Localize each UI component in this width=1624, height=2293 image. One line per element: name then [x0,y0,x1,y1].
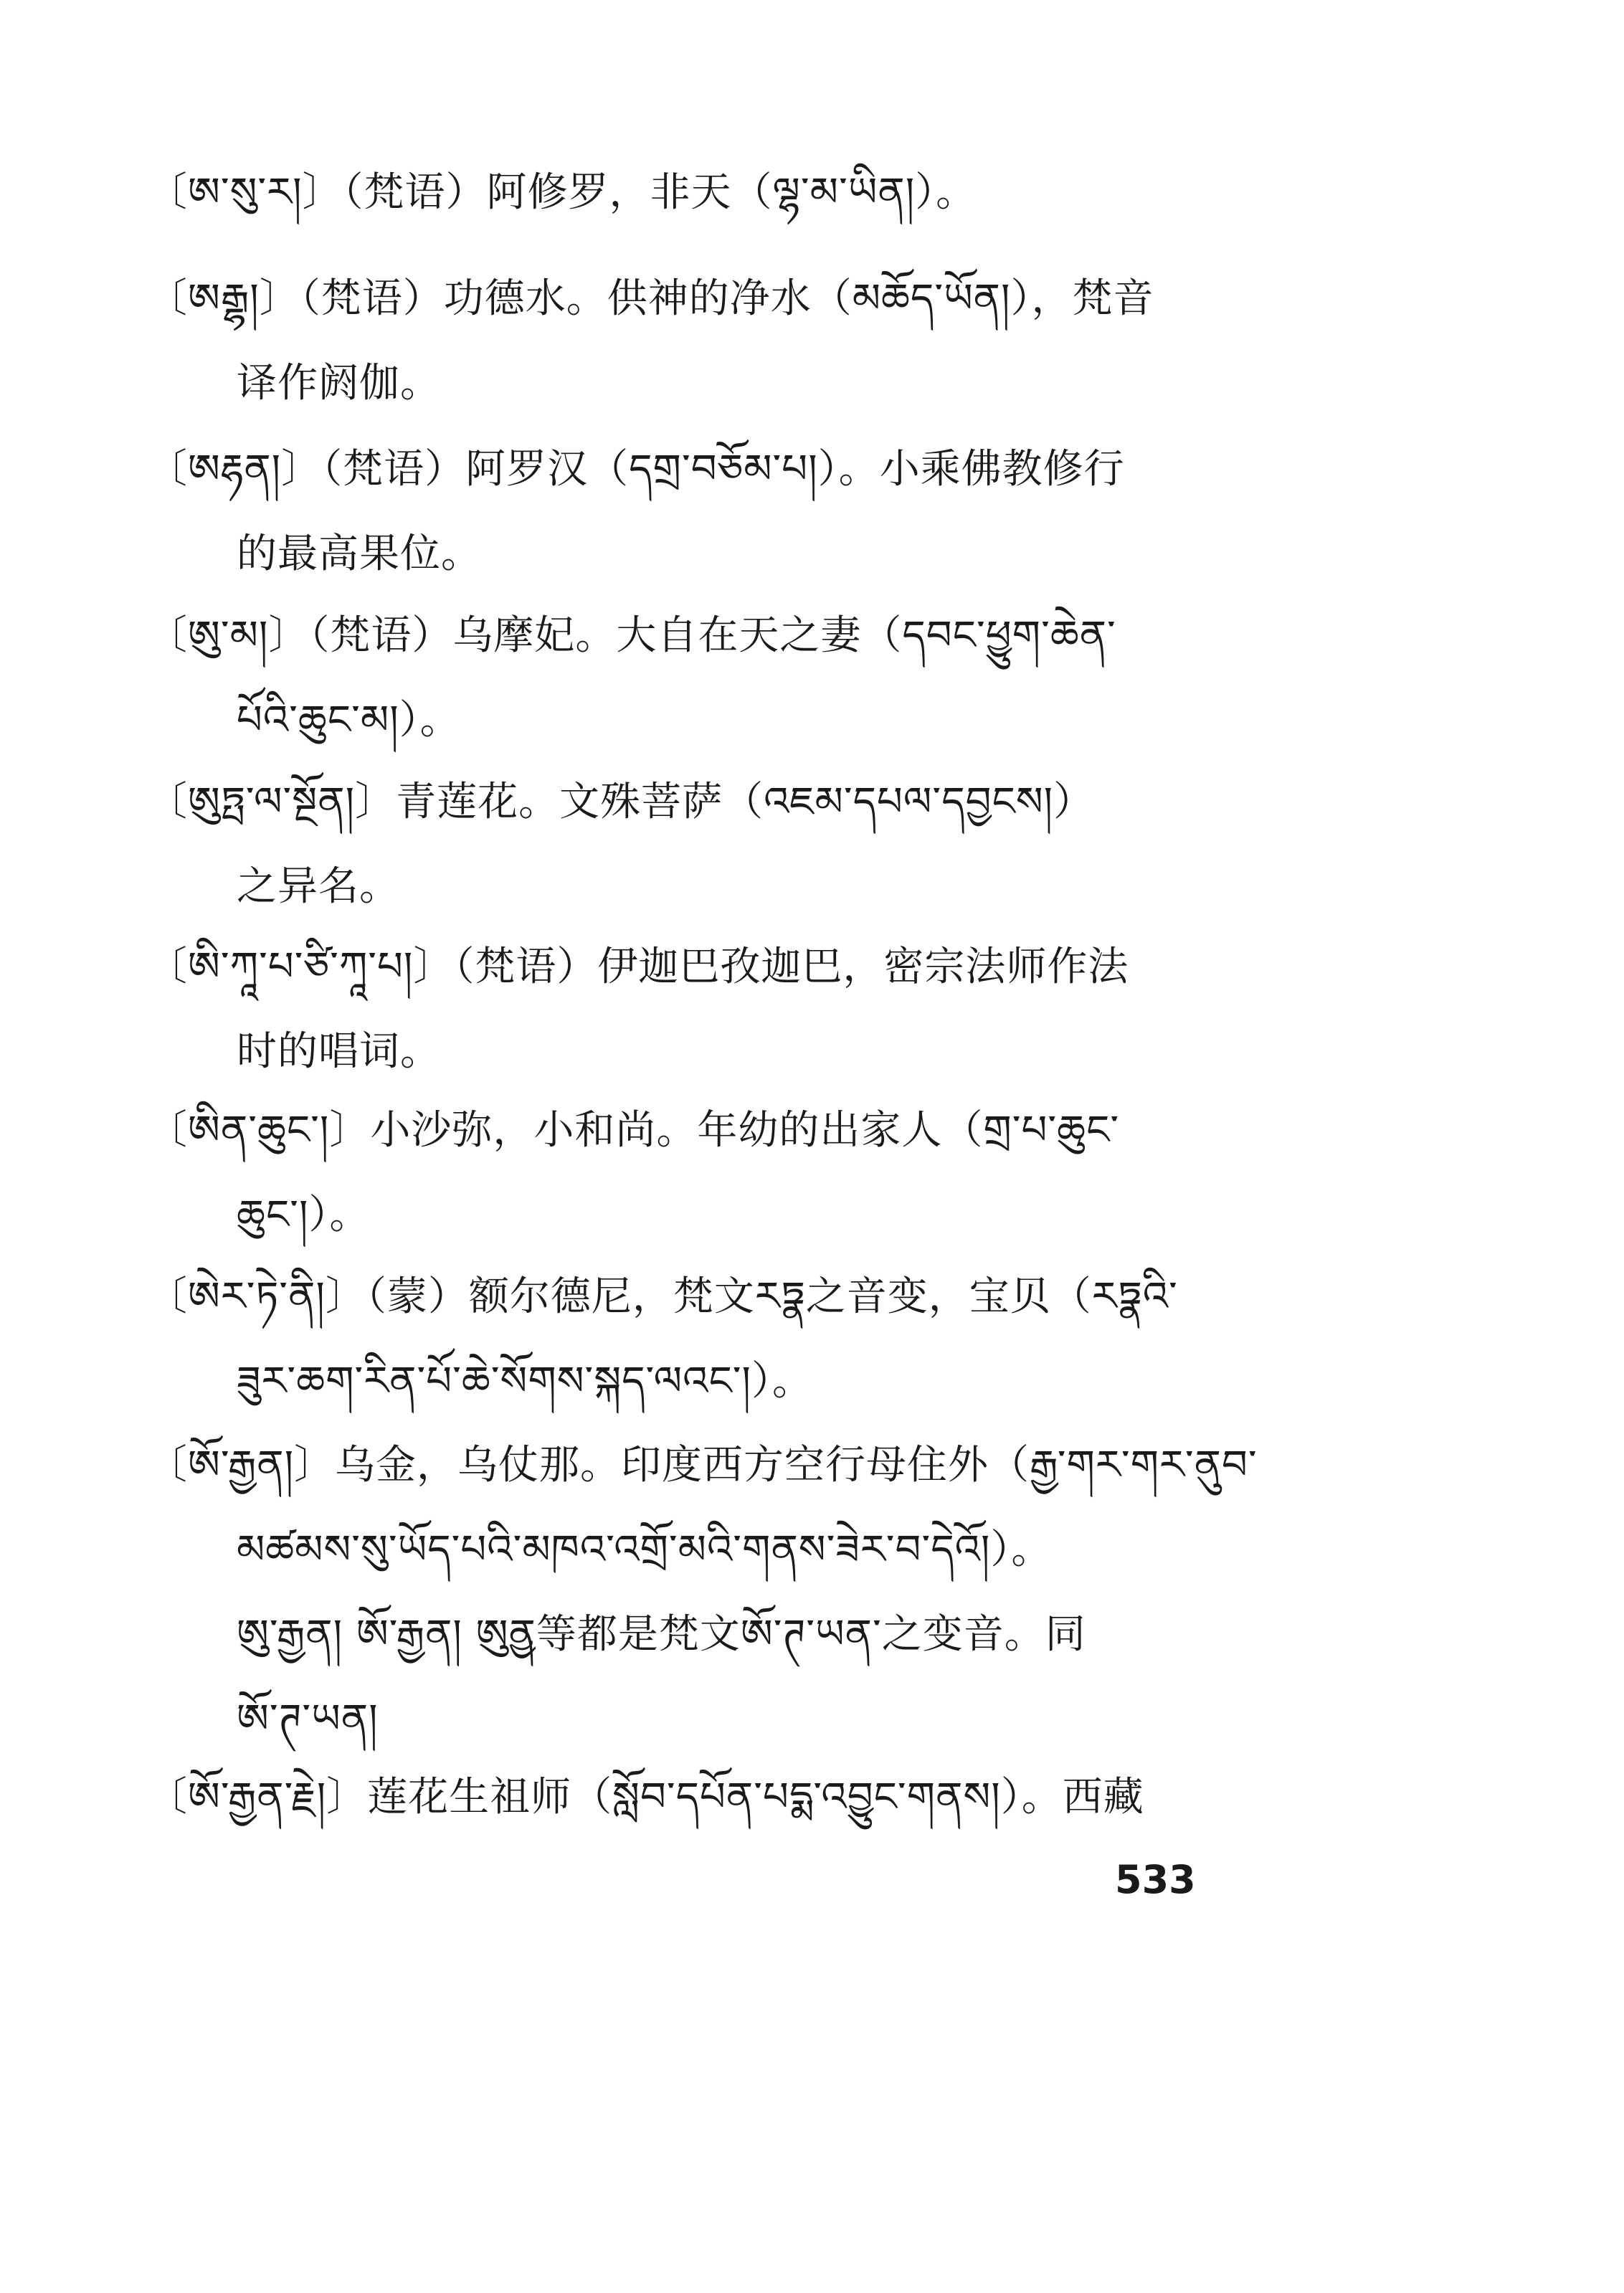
entry-line: 〔ཨརྷན།〕（梵语）阿罗汉（དགྲ་བཅོམ་པ།）。小乘佛教修行 [147,446,1125,493]
entry-line: 〔ཨ་སུ་ར།〕（梵语）阿修罗，非天（ལྷ་མ་ཡིན།）。 [147,169,977,216]
entry-erteni [147,1255,1237,1424]
entry-line: 〔ཨིན་ཆུང་།〕小沙弥，小和尚。年幼的出家人（གྲ་པ་ཆུང་ [147,1107,1120,1154]
entry-line: ཨོ་ཊ་ཡན། [237,1696,379,1742]
entry-line: པོའི་ཆུང་མ།）。 [237,697,461,744]
entry-asura [147,151,1237,235]
entry-line: 〔ཨོ་རྒྱན།〕乌金，乌仗那。印度西方空行母住外（རྒྱ་གར་གར་ནུབ་ [147,1442,1258,1489]
entry-line: 〔ཨརྒྷ།〕（梵语）功德水。供神的净水（མཆོད་ཡོན།），梵音 [147,275,1154,322]
page-number: 533 [1115,1857,1196,1902]
entry-orgyan [147,1423,1258,1762]
entry-line: 〔ཨི་ཀཱ་པ་ཙི་ཀཱ་པ།〕（梵语）伊迦巴孜迦巴，密宗法师作法 [147,944,1129,990]
entry-argha [147,257,1237,426]
entry-orgyan-je [147,1755,1237,1840]
entry-line: ཟུར་ཆག་རིན་པོ་ཆེ་སོགས་སྐད་ལའང་།）。 [237,1358,813,1405]
entry-line: 译作阏伽。 [237,360,441,407]
entry-line: ཆུང་།）。 [237,1192,371,1238]
entry-inchung [147,1088,1237,1258]
entry-uma [147,594,1237,763]
entry-line: 〔ཨུཏྤ་ལ་སྔོན།〕青莲花。文殊菩萨（འཇམ་དཔལ་དབྱངས།） [147,779,1095,825]
entry-line: 之异名。 [237,863,400,910]
entry-line: 的最高果位。 [237,531,482,577]
entry-ikapatsikapa [147,925,1237,1094]
entry-line: མཚམས་སུ་ཡོད་པའི་མཁའ་འགྲོ་མའི་གནས་ཟེར་བ་དེའོ།）。 [237,1527,1053,1573]
entry-line: 〔ཨོ་རྒྱན་རྗེ།〕莲花生祖师（སློབ་དཔོན་པདྨ་འབྱུང་གནས།）。西藏 [147,1774,1144,1820]
entry-arhan [147,427,1237,597]
entry-utpala [147,760,1237,929]
entry-line: 时的唱词。 [237,1028,441,1075]
entry-line: ཨུ་རྒྱན། ཨོ་རྒྱན། ཨུྱན等都是梵文ཨོ་ཊ་ཡན་之变音。同 [237,1611,1086,1658]
entry-line: 〔ཨུ་མ།〕（梵语）乌摩妃。大自在天之妻（དབང་ཕྱུག་ཆེན་ [147,612,1116,659]
entry-line: 〔ཨེར་ཏེ་ནི།〕（蒙）额尔德尼，梵文རཏྣ之音变，宝贝（རཏྣའི་ [147,1273,1178,1320]
